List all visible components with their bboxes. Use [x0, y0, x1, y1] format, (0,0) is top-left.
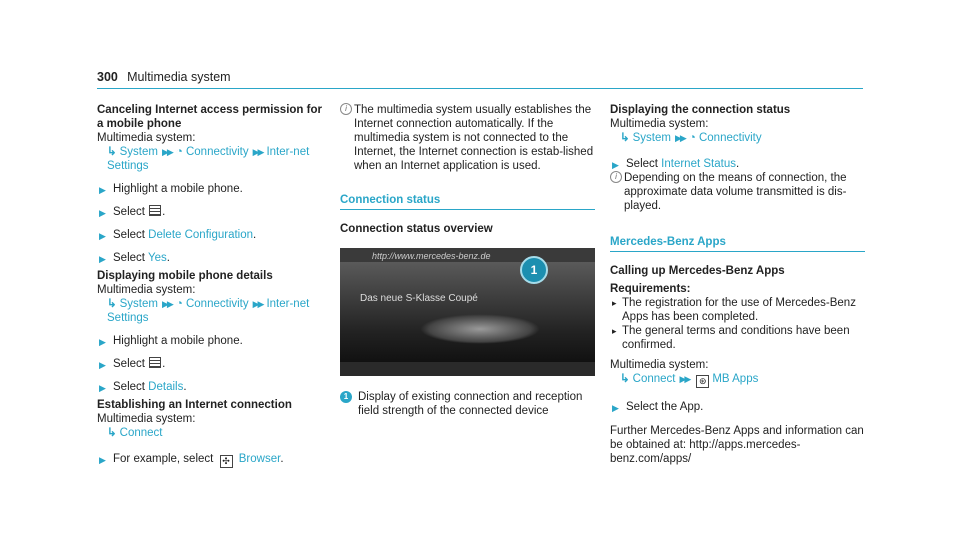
path-item[interactable]: System — [119, 298, 158, 310]
requirements-label: Requirements: — [610, 283, 691, 295]
step: ▶ Select Details. — [99, 381, 187, 393]
step-text: Select — [113, 381, 145, 393]
menu-path — [610, 372, 865, 388]
path-item[interactable]: Inter-net Settings — [107, 146, 310, 172]
menu-path — [610, 131, 865, 145]
step: ▶ Select Delete Configuration. — [99, 229, 257, 241]
step-arrow-icon: ▶ — [99, 208, 106, 218]
path-item[interactable]: Connectivity — [698, 132, 762, 144]
step-text: Select — [626, 158, 658, 170]
wifi-icon: ◔ — [175, 298, 186, 310]
menu-link[interactable]: Browser — [238, 453, 281, 465]
path-item[interactable]: Connect — [119, 427, 163, 439]
banner-text: Das neue S-Klasse Coupé — [360, 293, 478, 304]
menu-path — [97, 297, 325, 325]
step-arrow-icon: ▶ — [612, 403, 619, 413]
requirement-item: ▸ The general terms and conditions have been confirmed. — [610, 324, 865, 352]
path-item[interactable]: Connect — [632, 373, 676, 385]
chevron-icon: ▶▶ — [161, 299, 172, 309]
step-arrow-icon: ▶ — [99, 455, 106, 465]
info-note — [610, 171, 865, 213]
wifi-icon: ◔ — [175, 146, 186, 158]
menu-link[interactable]: Internet Status — [661, 158, 736, 170]
section-heading: Connection status — [340, 193, 595, 210]
section-title: Displaying mobile phone details — [97, 270, 273, 282]
path-item[interactable]: Connectivity — [185, 146, 249, 158]
step-text: For example, select — [113, 453, 214, 465]
info-icon: i — [610, 171, 622, 183]
menu-link[interactable]: Yes — [147, 252, 167, 264]
step: ▶ Select . — [99, 358, 166, 370]
step-arrow-icon: ▶ — [99, 185, 106, 195]
step-text: Highlight a mobile phone. — [113, 183, 243, 195]
chevron-icon: ▶▶ — [252, 299, 263, 309]
chevron-icon: ▶▶ — [161, 147, 172, 157]
apps-icon: ⊛ — [696, 375, 709, 388]
section-title: Displaying the connection status — [610, 104, 791, 116]
browser-url: http://www.mercedes-benz.de — [372, 251, 491, 261]
info-icon: i — [340, 103, 352, 115]
page-header-title: Multimedia system — [127, 70, 231, 84]
path-arrow-icon: ↳ — [107, 298, 117, 310]
step-arrow-icon: ▶ — [99, 231, 106, 241]
browser-screenshot — [340, 248, 595, 376]
menu-link[interactable]: Details — [148, 381, 184, 393]
step — [610, 400, 865, 414]
step-arrow-icon: ▶ — [99, 360, 106, 370]
step-arrow-icon: ▶ — [612, 160, 619, 170]
chevron-icon: ▶▶ — [674, 133, 685, 143]
browser-toolbar — [340, 248, 595, 262]
path-item[interactable]: MB Apps — [712, 373, 759, 385]
path-item[interactable]: Connectivity — [185, 298, 249, 310]
step: ▶ Select Yes. — [99, 252, 170, 264]
path-item[interactable]: System — [632, 132, 671, 144]
page-number: 300 — [97, 70, 118, 84]
path-arrow-icon: ↳ — [107, 146, 117, 158]
path-arrow-icon: ↳ — [620, 373, 630, 385]
menu-label: Multimedia system: — [97, 132, 196, 144]
step-text: Select — [113, 252, 145, 264]
column-1 — [97, 103, 325, 468]
menu-icon — [149, 357, 161, 368]
menu-icon — [149, 205, 161, 216]
section-heading: Mercedes-Benz Apps — [610, 235, 865, 252]
menu-label: Multimedia system: — [610, 118, 709, 130]
subsection-title: Connection status overview — [340, 223, 493, 235]
note-text: Depending on the means of connection, the approximate data volume transmitted is dis-played. — [624, 172, 847, 212]
step-arrow-icon: ▶ — [99, 254, 106, 264]
legend-item — [340, 390, 595, 418]
menu-label: Multimedia system: — [97, 413, 196, 425]
wifi-icon: ◔ — [688, 132, 699, 144]
requirement-item: ▸ The registration for the use of Mercedes-Benz Apps has been completed. — [610, 296, 865, 324]
footer-text: Further Mercedes-Benz Apps and information can be obtained at: http://apps.mercedes-benz.com/apps/ — [610, 425, 864, 465]
column-3 — [610, 103, 865, 466]
web-page-banner — [340, 262, 595, 362]
step-text: Select — [113, 206, 145, 218]
subsection-title: Calling up Mercedes-Benz Apps — [610, 265, 785, 277]
step-text: Select — [113, 358, 145, 370]
note-text: The multimedia system usually establishes the Internet connection automatically. If the multimedia system is not connected to the Internet, the Internet connection is estab-lished when an Internet application is used. — [354, 104, 594, 172]
menu-link[interactable]: Delete Configuration — [148, 229, 254, 241]
step: ▶ Select Internet Status. — [612, 158, 740, 170]
info-note — [340, 103, 595, 173]
path-item[interactable]: Inter-net Settings — [107, 298, 310, 324]
legend-text: Display of existing connection and reception field strength of the connected device — [358, 391, 583, 417]
section-title: Canceling Internet access permission for a mobile phone — [97, 104, 322, 130]
chevron-icon: ▶▶ — [252, 147, 263, 157]
step — [97, 182, 325, 196]
step-text: Highlight a mobile phone. — [113, 335, 243, 347]
path-item[interactable]: System — [119, 146, 158, 158]
callout-icon: 1 — [340, 391, 352, 403]
thumbnail-strip — [340, 362, 595, 376]
callout-badge: 1 — [520, 256, 548, 284]
step-arrow-icon: ▶ — [99, 383, 106, 393]
menu-path — [97, 426, 325, 440]
column-2 — [340, 103, 595, 418]
step: ▶ For example, select ✣ Browser. — [99, 453, 284, 466]
menu-path — [97, 145, 325, 173]
path-arrow-icon: ↳ — [620, 132, 630, 144]
car-image — [420, 314, 540, 344]
step-arrow-icon: ▶ — [99, 337, 106, 347]
step-text: Select — [113, 229, 145, 241]
page-header — [97, 70, 863, 89]
step — [97, 334, 325, 348]
step-text: Select the App. — [626, 401, 704, 413]
section-title: Establishing an Internet connection — [97, 399, 292, 411]
step: ▶ Select . — [99, 206, 166, 218]
compass-icon: ✣ — [220, 455, 233, 468]
chevron-icon: ▶▶ — [679, 374, 690, 384]
menu-label: Multimedia system: — [97, 284, 196, 296]
menu-label: Multimedia system: — [610, 359, 709, 371]
path-arrow-icon: ↳ — [107, 427, 117, 439]
